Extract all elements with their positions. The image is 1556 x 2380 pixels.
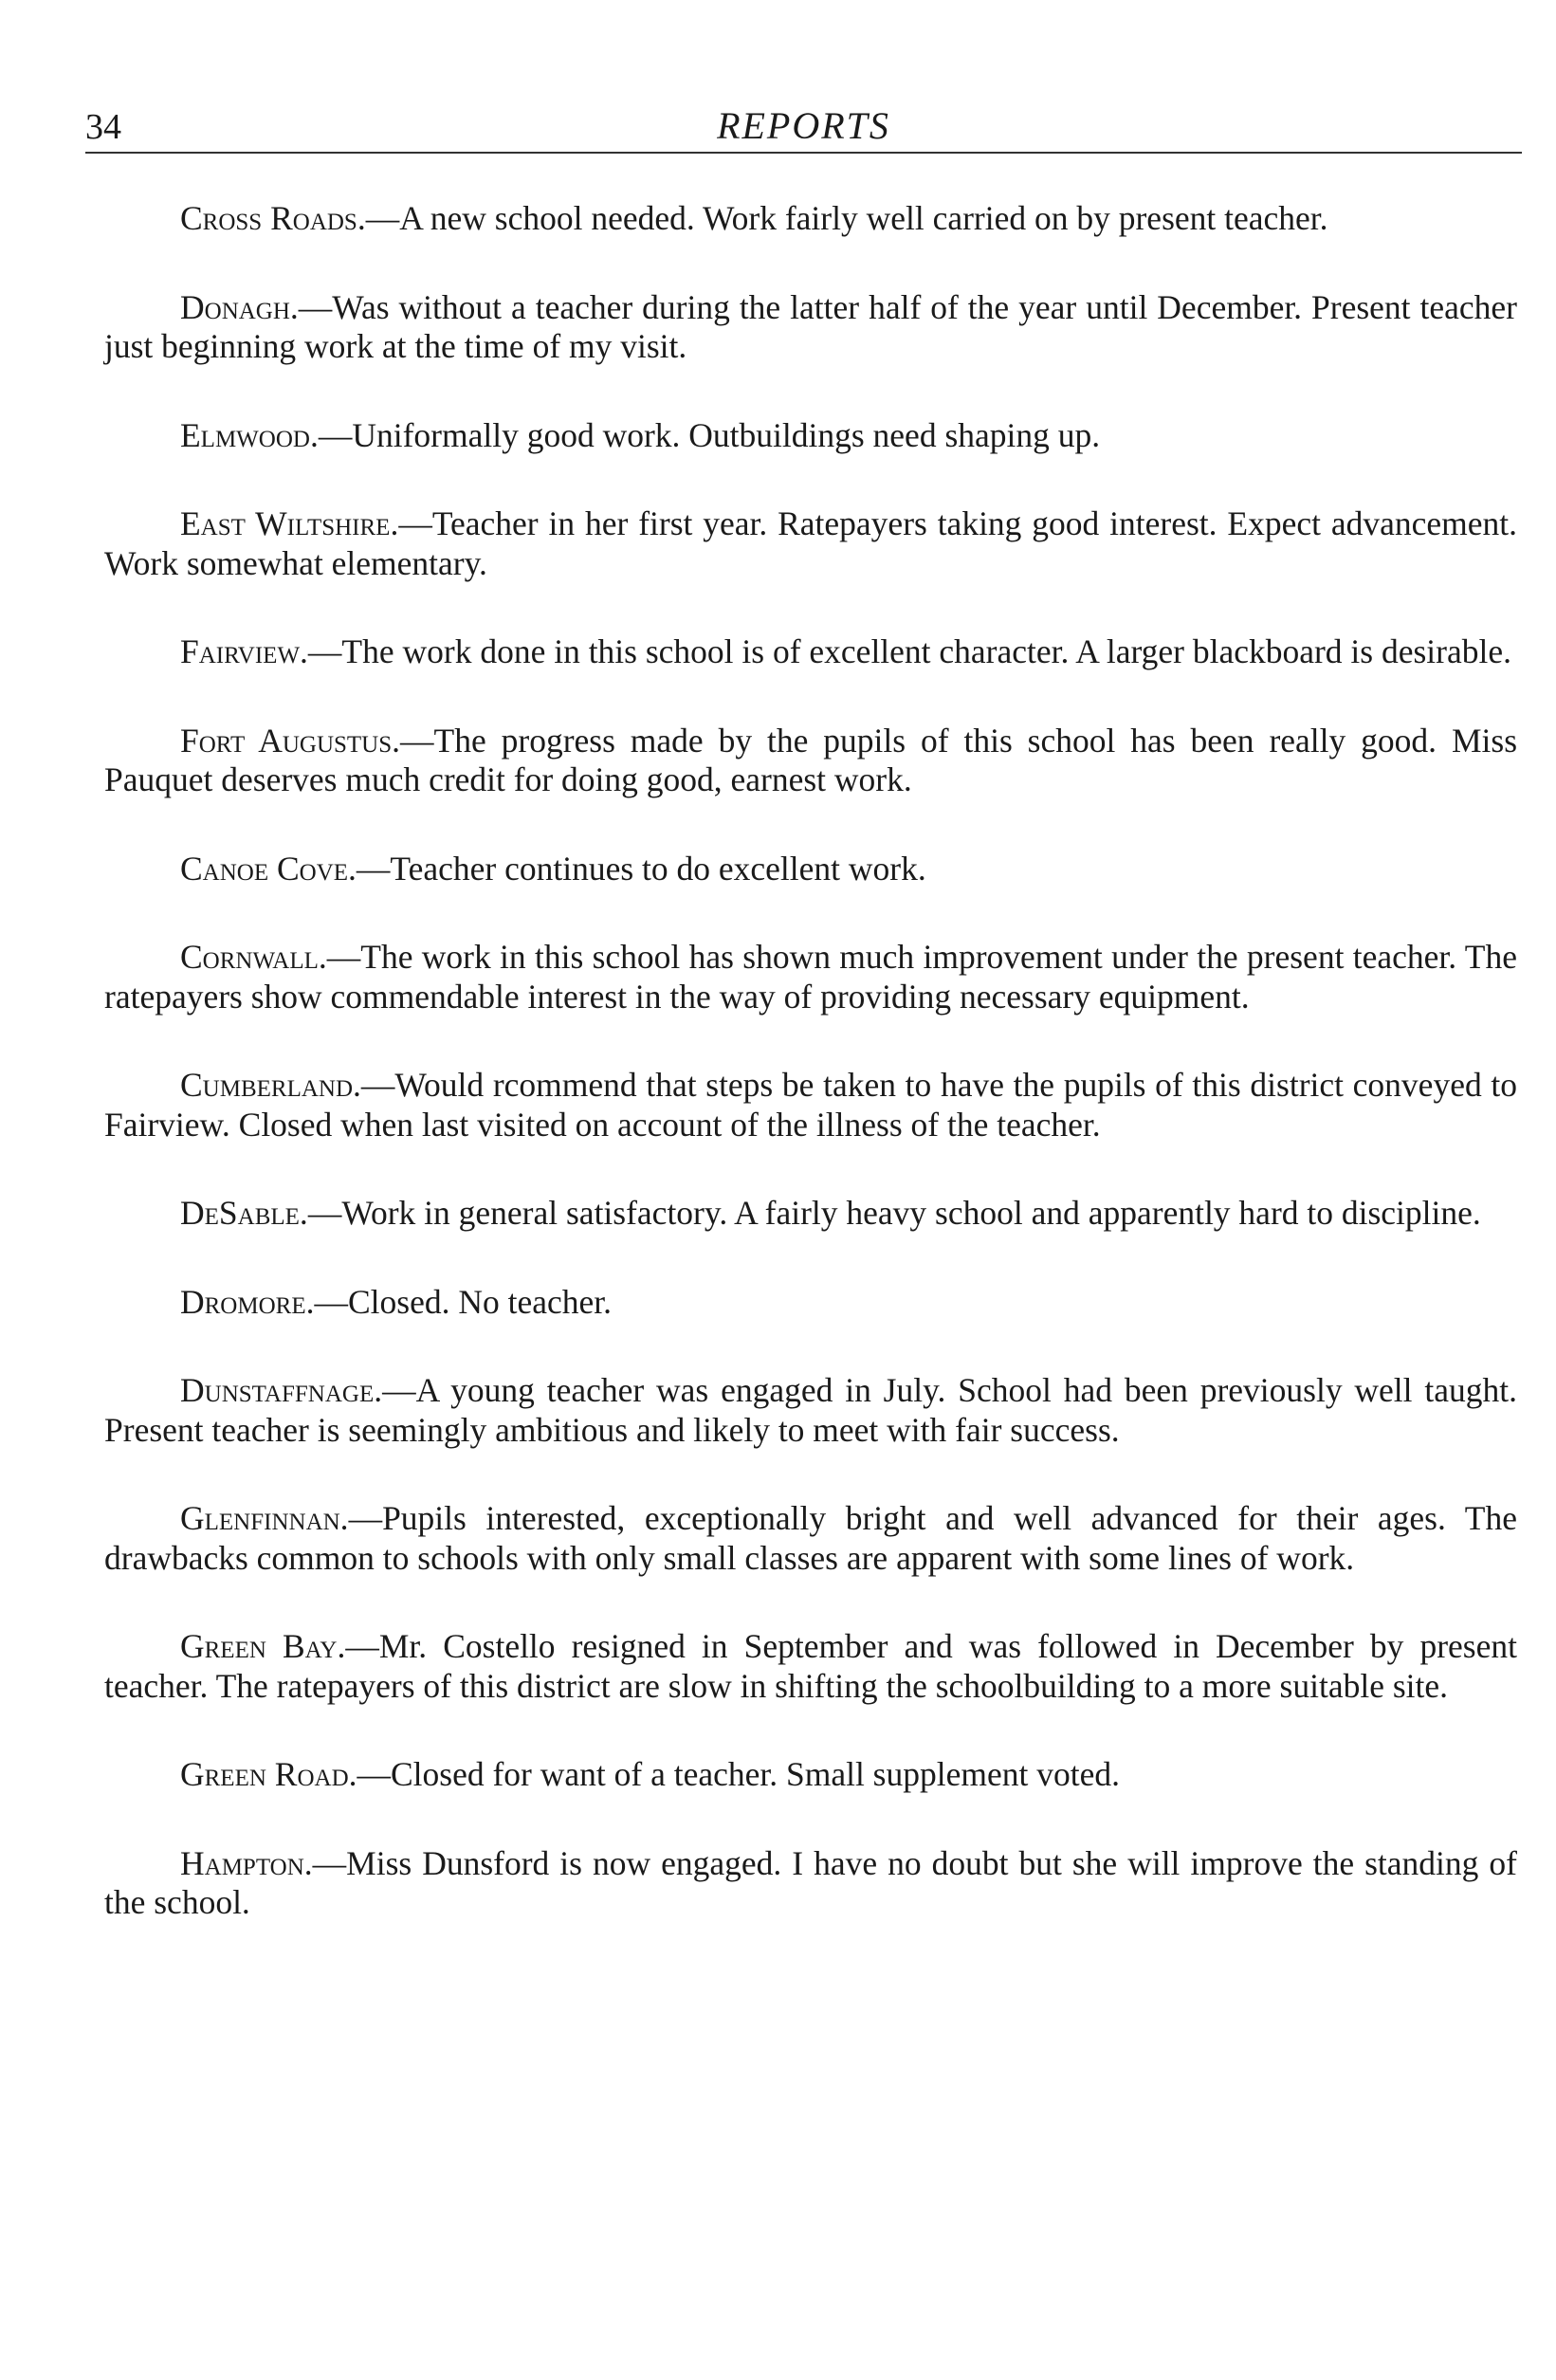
report-entry (104, 1194, 1517, 1234)
page-number: 34 (85, 107, 121, 147)
report-entry (104, 1499, 1517, 1578)
report-entry (104, 416, 1517, 456)
school-name: Cross Roads. (180, 199, 366, 237)
report-entry (104, 1066, 1517, 1144)
report-entry (104, 632, 1517, 672)
running-title: REPORTS (717, 104, 890, 147)
school-name: Dromore. (180, 1282, 315, 1321)
report-entry (104, 199, 1517, 239)
report-text: —Work in general satisfactory. A fairly heavy school and apparently hard to discipline. (307, 1194, 1481, 1232)
school-name: Donagh. (180, 287, 299, 326)
report-text: —Teacher continues to do excellent work. (356, 849, 926, 888)
report-text: —The work done in this school is of excellent character. A larger blackboard is desirable. (307, 632, 1511, 670)
school-name: Glenfinnan. (180, 1499, 349, 1537)
report-text: —Uniformally good work. Outbuildings need shaping up. (318, 415, 1101, 454)
school-name: Fort Augustus. (180, 721, 401, 760)
school-name: Hampton. (180, 1843, 313, 1882)
school-name: DeSable. (180, 1194, 308, 1232)
report-entry (104, 288, 1517, 367)
report-text: —Mr. Costello resigned in September and was followed in December by present teacher. The ratepayers of this district are slow in shifting the schoolbuilding to a more suitable site. (104, 1627, 1517, 1705)
report-text: —The progress made by the pupils of this school has been really good. Miss Pauquet deserves much credit for doing good, earnest work. (104, 721, 1518, 798)
report-entry (104, 1844, 1517, 1923)
school-name: Fairview. (180, 632, 308, 670)
report-entry (104, 1283, 1517, 1323)
report-text: —Teacher in her first year. Ratepayers taking good interest. Expect advancement. Work somewhat elementary. (104, 504, 1517, 582)
report-text: —A new school needed. Work fairly well carried on by present teacher. (365, 199, 1328, 237)
school-name: East Wiltshire. (180, 504, 399, 542)
report-entry (104, 504, 1517, 583)
report-entry (104, 1755, 1517, 1795)
page-header (85, 95, 1522, 154)
school-name: Cumberland. (180, 1066, 361, 1104)
report-entry (104, 722, 1517, 800)
report-text: —Pupils interested, exceptionally bright and well advanced for their ages. The drawbacks common to schools with only small classes are apparent with some lines of work. (104, 1499, 1517, 1577)
report-entry (104, 938, 1517, 1016)
report-text: —Closed for want of a teacher. Small supplement voted. (357, 1755, 1120, 1793)
report-text: —Closed. No teacher. (314, 1282, 612, 1321)
report-text: —The work in this school has shown much improvement under the present teacher. The ratepayers show commendable interest in the way of providing necessary equipment. (104, 938, 1517, 1016)
report-text: —Miss Dunsford is now engaged. I have no doubt but she will improve the standing of the school. (104, 1843, 1517, 1921)
report-text: —A young teacher was engaged in July. School had been previously well taught. Present teacher is seemingly ambitious and likely to meet with fair success. (104, 1371, 1517, 1449)
school-name: Green Road. (180, 1755, 357, 1793)
school-reports-list (104, 199, 1517, 1972)
report-text: —Would rcommend that steps be taken to have the pupils of this district conveyed to Fairview. Closed when last visited on account of the illness of the teacher. (104, 1066, 1517, 1144)
report-entry (104, 1627, 1517, 1706)
school-name: Dunstaffnage. (180, 1371, 383, 1409)
school-name: Elmwood. (180, 415, 319, 454)
report-entry (104, 850, 1517, 889)
report-entry (104, 1371, 1517, 1450)
school-name: Canoe Cove. (180, 849, 357, 888)
school-name: Green Bay. (180, 1627, 346, 1665)
report-text: —Was without a teacher during the latter half of the year until December. Present teacher just beginning work at the time of my visit. (104, 287, 1517, 365)
school-name: Cornwall. (180, 938, 327, 976)
